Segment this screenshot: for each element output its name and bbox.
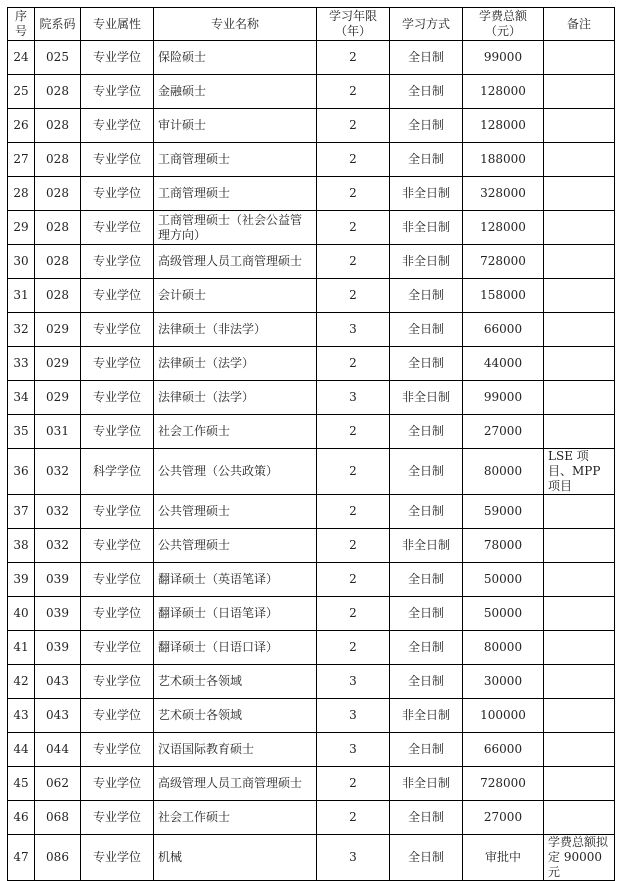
cell-seq: 41 [8, 631, 35, 665]
cell-years: 2 [317, 563, 390, 597]
cell-dept-code: 028 [35, 211, 81, 245]
cell-dept-code: 032 [35, 495, 81, 529]
cell-note [544, 41, 615, 75]
cell-note [544, 631, 615, 665]
cell-fee: 44000 [463, 347, 544, 381]
cell-mode: 全日制 [390, 313, 463, 347]
cell-seq: 25 [8, 75, 35, 109]
cell-fee: 66000 [463, 313, 544, 347]
cell-name: 汉语国际教育硕士 [154, 733, 317, 767]
cell-note [544, 699, 615, 733]
cell-attr: 专业学位 [81, 563, 154, 597]
cell-fee: 188000 [463, 143, 544, 177]
cell-mode: 非全日制 [390, 177, 463, 211]
cell-name: 公共管理硕士 [154, 529, 317, 563]
table-row [8, 279, 615, 313]
cell-fee: 328000 [463, 177, 544, 211]
cell-mode: 全日制 [390, 347, 463, 381]
cell-seq: 36 [8, 449, 35, 495]
header-note: 备注 [544, 8, 615, 41]
table-row [8, 563, 615, 597]
cell-fee: 99000 [463, 381, 544, 415]
table-row [8, 313, 615, 347]
cell-attr: 专业学位 [81, 597, 154, 631]
table-row [8, 143, 615, 177]
cell-dept-code: 032 [35, 449, 81, 495]
cell-seq: 35 [8, 415, 35, 449]
cell-years: 2 [317, 279, 390, 313]
table-row [8, 631, 615, 665]
cell-dept-code: 028 [35, 109, 81, 143]
cell-name: 机械 [154, 835, 317, 881]
cell-mode: 全日制 [390, 143, 463, 177]
cell-seq: 29 [8, 211, 35, 245]
cell-seq: 34 [8, 381, 35, 415]
cell-mode: 全日制 [390, 279, 463, 313]
cell-dept-code: 044 [35, 733, 81, 767]
cell-attr: 专业学位 [81, 279, 154, 313]
cell-dept-code: 086 [35, 835, 81, 881]
cell-dept-code: 028 [35, 177, 81, 211]
cell-attr: 专业学位 [81, 245, 154, 279]
cell-note [544, 801, 615, 835]
cell-dept-code: 068 [35, 801, 81, 835]
cell-note: 学费总额拟定 90000 元 [544, 835, 615, 881]
cell-fee: 99000 [463, 41, 544, 75]
table-row [8, 109, 615, 143]
table-row [8, 245, 615, 279]
header-fee: 学费总额（元） [463, 8, 544, 41]
cell-attr: 专业学位 [81, 631, 154, 665]
table-row [8, 495, 615, 529]
cell-attr: 专业学位 [81, 835, 154, 881]
cell-attr: 专业学位 [81, 733, 154, 767]
cell-note [544, 665, 615, 699]
cell-note [544, 767, 615, 801]
cell-fee: 728000 [463, 245, 544, 279]
cell-mode: 非全日制 [390, 767, 463, 801]
cell-note [544, 109, 615, 143]
cell-name: 法律硕士（法学） [154, 381, 317, 415]
table-row [8, 597, 615, 631]
cell-attr: 专业学位 [81, 75, 154, 109]
cell-fee: 78000 [463, 529, 544, 563]
cell-mode: 非全日制 [390, 381, 463, 415]
cell-seq: 26 [8, 109, 35, 143]
cell-seq: 44 [8, 733, 35, 767]
table-row [8, 529, 615, 563]
cell-fee: 50000 [463, 563, 544, 597]
cell-attr: 专业学位 [81, 699, 154, 733]
cell-dept-code: 032 [35, 529, 81, 563]
cell-attr: 专业学位 [81, 347, 154, 381]
cell-attr: 专业学位 [81, 313, 154, 347]
cell-note [544, 279, 615, 313]
cell-attr: 专业学位 [81, 801, 154, 835]
cell-note [544, 597, 615, 631]
cell-name: 审计硕士 [154, 109, 317, 143]
cell-attr: 专业学位 [81, 211, 154, 245]
cell-seq: 37 [8, 495, 35, 529]
cell-name: 翻译硕士（英语笔译） [154, 563, 317, 597]
cell-fee: 59000 [463, 495, 544, 529]
cell-years: 3 [317, 699, 390, 733]
header-dept-code: 院系码 [35, 8, 81, 41]
cell-years: 2 [317, 415, 390, 449]
cell-note: LSE 项目、MPP 项目 [544, 449, 615, 495]
cell-note [544, 177, 615, 211]
cell-name: 金融硕士 [154, 75, 317, 109]
cell-mode: 全日制 [390, 41, 463, 75]
cell-years: 2 [317, 449, 390, 495]
cell-fee: 100000 [463, 699, 544, 733]
cell-note [544, 563, 615, 597]
cell-mode: 全日制 [390, 109, 463, 143]
cell-name: 翻译硕士（日语笔译） [154, 597, 317, 631]
table-row [8, 767, 615, 801]
header-years: 学习年限（年） [317, 8, 390, 41]
cell-fee: 30000 [463, 665, 544, 699]
cell-fee: 128000 [463, 211, 544, 245]
cell-years: 2 [317, 767, 390, 801]
cell-fee: 50000 [463, 597, 544, 631]
cell-note [544, 529, 615, 563]
cell-fee: 审批中 [463, 835, 544, 881]
cell-years: 2 [317, 245, 390, 279]
cell-years: 2 [317, 631, 390, 665]
cell-fee: 158000 [463, 279, 544, 313]
table-row [8, 449, 615, 495]
cell-note [544, 245, 615, 279]
header-attr: 专业属性 [81, 8, 154, 41]
cell-years: 2 [317, 75, 390, 109]
cell-dept-code: 028 [35, 75, 81, 109]
cell-seq: 31 [8, 279, 35, 313]
cell-fee: 27000 [463, 801, 544, 835]
table-row [8, 801, 615, 835]
cell-seq: 38 [8, 529, 35, 563]
cell-years: 3 [317, 665, 390, 699]
cell-attr: 科学学位 [81, 449, 154, 495]
cell-name: 工商管理硕士（社会公益管理方向） [154, 211, 317, 245]
cell-attr: 专业学位 [81, 529, 154, 563]
table-row [8, 415, 615, 449]
cell-attr: 专业学位 [81, 109, 154, 143]
table-row [8, 177, 615, 211]
cell-dept-code: 039 [35, 597, 81, 631]
cell-dept-code: 043 [35, 699, 81, 733]
cell-attr: 专业学位 [81, 381, 154, 415]
cell-seq: 42 [8, 665, 35, 699]
cell-fee: 80000 [463, 631, 544, 665]
table-row [8, 347, 615, 381]
cell-fee: 27000 [463, 415, 544, 449]
cell-years: 2 [317, 211, 390, 245]
cell-mode: 全日制 [390, 597, 463, 631]
cell-fee: 80000 [463, 449, 544, 495]
cell-name: 法律硕士（法学） [154, 347, 317, 381]
cell-dept-code: 028 [35, 279, 81, 313]
cell-years: 2 [317, 143, 390, 177]
cell-seq: 32 [8, 313, 35, 347]
cell-attr: 专业学位 [81, 143, 154, 177]
cell-dept-code: 043 [35, 665, 81, 699]
cell-years: 2 [317, 495, 390, 529]
cell-dept-code: 028 [35, 143, 81, 177]
cell-note [544, 347, 615, 381]
cell-mode: 全日制 [390, 665, 463, 699]
table-row [8, 75, 615, 109]
table-row [8, 699, 615, 733]
cell-mode: 非全日制 [390, 211, 463, 245]
cell-attr: 专业学位 [81, 177, 154, 211]
cell-years: 2 [317, 597, 390, 631]
cell-mode: 全日制 [390, 495, 463, 529]
cell-dept-code: 029 [35, 347, 81, 381]
cell-mode: 全日制 [390, 75, 463, 109]
cell-mode: 全日制 [390, 449, 463, 495]
cell-mode: 全日制 [390, 733, 463, 767]
cell-dept-code: 029 [35, 381, 81, 415]
cell-dept-code: 039 [35, 631, 81, 665]
cell-mode: 全日制 [390, 631, 463, 665]
cell-mode: 全日制 [390, 801, 463, 835]
cell-mode: 非全日制 [390, 699, 463, 733]
cell-attr: 专业学位 [81, 767, 154, 801]
cell-seq: 40 [8, 597, 35, 631]
cell-note [544, 381, 615, 415]
cell-note [544, 211, 615, 245]
cell-note [544, 733, 615, 767]
cell-name: 法律硕士（非法学） [154, 313, 317, 347]
header-row [8, 8, 615, 41]
cell-fee: 728000 [463, 767, 544, 801]
cell-name: 社会工作硕士 [154, 415, 317, 449]
cell-name: 工商管理硕士 [154, 143, 317, 177]
cell-years: 2 [317, 347, 390, 381]
table-row [8, 41, 615, 75]
cell-years: 3 [317, 313, 390, 347]
cell-note [544, 415, 615, 449]
cell-attr: 专业学位 [81, 665, 154, 699]
cell-seq: 46 [8, 801, 35, 835]
cell-name: 翻译硕士（日语口译） [154, 631, 317, 665]
table-row [8, 381, 615, 415]
cell-name: 会计硕士 [154, 279, 317, 313]
cell-dept-code: 062 [35, 767, 81, 801]
table-row [8, 733, 615, 767]
cell-fee: 66000 [463, 733, 544, 767]
cell-mode: 非全日制 [390, 529, 463, 563]
cell-note [544, 313, 615, 347]
header-name: 专业名称 [154, 8, 317, 41]
cell-name: 艺术硕士各领域 [154, 665, 317, 699]
tuition-table [7, 7, 615, 881]
cell-seq: 43 [8, 699, 35, 733]
cell-years: 2 [317, 529, 390, 563]
cell-seq: 33 [8, 347, 35, 381]
cell-years: 2 [317, 177, 390, 211]
cell-attr: 专业学位 [81, 495, 154, 529]
cell-note [544, 495, 615, 529]
cell-mode: 非全日制 [390, 245, 463, 279]
cell-mode: 全日制 [390, 563, 463, 597]
cell-mode: 全日制 [390, 415, 463, 449]
cell-seq: 39 [8, 563, 35, 597]
cell-name: 工商管理硕士 [154, 177, 317, 211]
cell-name: 高级管理人员工商管理硕士 [154, 767, 317, 801]
cell-seq: 47 [8, 835, 35, 881]
cell-attr: 专业学位 [81, 415, 154, 449]
cell-dept-code: 029 [35, 313, 81, 347]
cell-mode: 全日制 [390, 835, 463, 881]
cell-years: 3 [317, 835, 390, 881]
cell-name: 公共管理（公共政策） [154, 449, 317, 495]
table-row [8, 835, 615, 881]
cell-dept-code: 039 [35, 563, 81, 597]
cell-seq: 24 [8, 41, 35, 75]
cell-fee: 128000 [463, 75, 544, 109]
cell-name: 高级管理人员工商管理硕士 [154, 245, 317, 279]
cell-dept-code: 031 [35, 415, 81, 449]
cell-seq: 27 [8, 143, 35, 177]
cell-seq: 30 [8, 245, 35, 279]
cell-name: 公共管理硕士 [154, 495, 317, 529]
header-mode: 学习方式 [390, 8, 463, 41]
cell-name: 社会工作硕士 [154, 801, 317, 835]
cell-fee: 128000 [463, 109, 544, 143]
cell-name: 保险硕士 [154, 41, 317, 75]
cell-seq: 45 [8, 767, 35, 801]
cell-dept-code: 025 [35, 41, 81, 75]
cell-dept-code: 028 [35, 245, 81, 279]
cell-years: 3 [317, 733, 390, 767]
cell-name: 艺术硕士各领域 [154, 699, 317, 733]
header-seq: 序号 [8, 8, 35, 41]
cell-note [544, 75, 615, 109]
cell-note [544, 143, 615, 177]
table-row [8, 665, 615, 699]
cell-years: 2 [317, 109, 390, 143]
cell-years: 2 [317, 41, 390, 75]
table-row [8, 211, 615, 245]
cell-years: 3 [317, 381, 390, 415]
cell-seq: 28 [8, 177, 35, 211]
cell-years: 2 [317, 801, 390, 835]
cell-attr: 专业学位 [81, 41, 154, 75]
